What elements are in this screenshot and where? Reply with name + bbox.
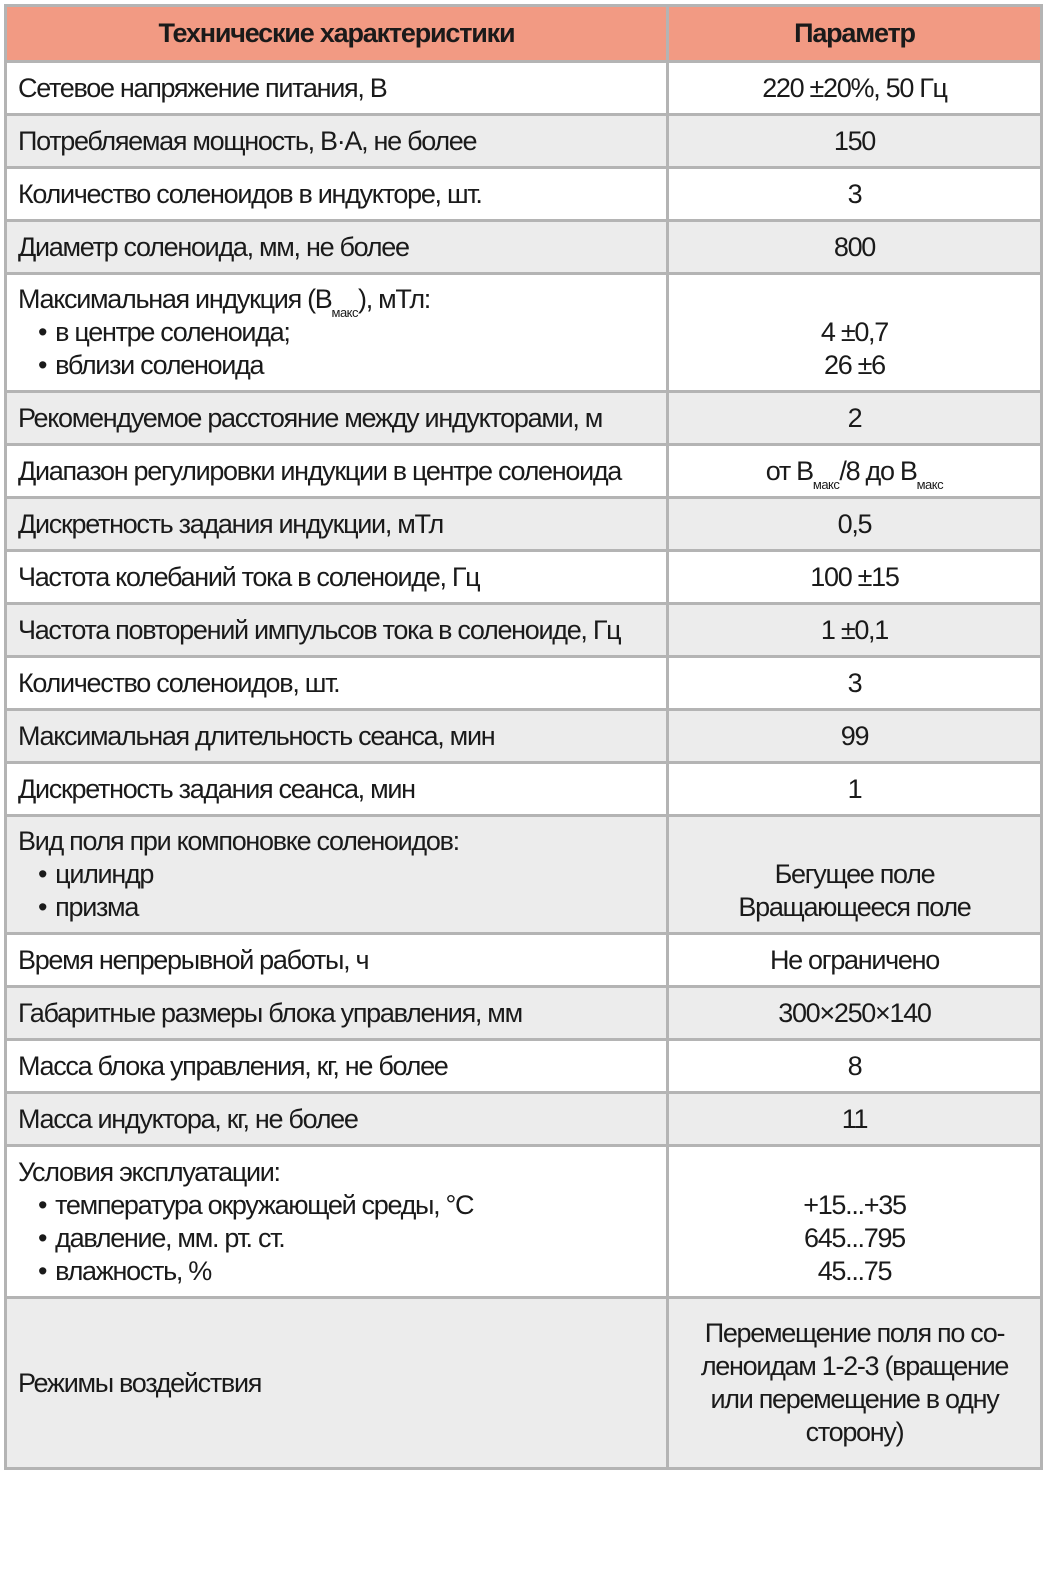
value-line: 45...75 bbox=[817, 1255, 892, 1286]
row-name: Максимальная длительность сеанса, мин bbox=[6, 710, 668, 763]
table-row bbox=[6, 710, 1042, 763]
row-name: Рекомендуемое расстояние между индукторами, м bbox=[6, 392, 668, 445]
row-name-heading bbox=[18, 283, 666, 320]
table-header-row bbox=[6, 6, 1042, 62]
bullet-item: • призма bbox=[18, 891, 666, 924]
table-row bbox=[6, 657, 1042, 710]
row-value: 150 bbox=[667, 115, 1041, 168]
bullet-item: • вблизи соленоида bbox=[18, 349, 666, 382]
table-row bbox=[6, 604, 1042, 657]
row-value: 2 bbox=[667, 392, 1041, 445]
row-name: Количество соленоидов в индукторе, шт. bbox=[6, 168, 668, 221]
table-row bbox=[6, 115, 1042, 168]
row-name bbox=[6, 1146, 668, 1298]
row-name: Количество соленоидов, шт. bbox=[6, 657, 668, 710]
spacer bbox=[675, 825, 1034, 858]
table-row bbox=[6, 274, 1042, 392]
bullet-item: • температура окружающей среды, °С bbox=[18, 1189, 666, 1222]
row-name: Частота колебаний тока в соленоиде, Гц bbox=[6, 551, 668, 604]
row-value: 0,5 bbox=[667, 498, 1041, 551]
table-row bbox=[6, 392, 1042, 445]
value-line: 645...795 bbox=[804, 1222, 905, 1253]
value-line: +15...+35 bbox=[803, 1189, 906, 1220]
row-name: Дискретность задания индукции, мТл bbox=[6, 498, 668, 551]
table-row bbox=[6, 62, 1042, 115]
row-name: Диапазон регулировки индукции в центре соленоида bbox=[6, 445, 668, 498]
row-value: 800 bbox=[667, 221, 1041, 274]
row-name: Частота повторений импульсов тока в соленоиде, Гц bbox=[6, 604, 668, 657]
row-value bbox=[667, 445, 1041, 498]
table-row bbox=[6, 934, 1042, 987]
row-name: Габаритные размеры блока управления, мм bbox=[6, 987, 668, 1040]
row-name-heading: Вид поля при компоновке соленоидов: bbox=[18, 826, 459, 856]
row-value: 1 bbox=[667, 763, 1041, 816]
table-row bbox=[6, 551, 1042, 604]
text-fragment: /8 до B bbox=[839, 455, 917, 486]
row-name: Дискретность задания сеанса, мин bbox=[6, 763, 668, 816]
row-value: 11 bbox=[667, 1093, 1041, 1146]
bullet-item: • в центре соленоида; bbox=[18, 316, 666, 349]
value-line: леноидам 1-2-3 (вращение bbox=[700, 1351, 1009, 1381]
bullet-item: • цилиндр bbox=[18, 858, 666, 891]
value-line: 4 ±0,7 bbox=[820, 317, 888, 347]
table-row bbox=[6, 987, 1042, 1040]
specifications-table bbox=[4, 4, 1043, 1470]
spacer bbox=[675, 283, 1034, 316]
row-value: 8 bbox=[667, 1040, 1041, 1093]
subscript: макс bbox=[331, 305, 359, 320]
header-characteristics: Технические характеристики bbox=[6, 6, 668, 62]
row-value: 100 ±15 bbox=[667, 551, 1041, 604]
row-value: 300×250×140 bbox=[667, 987, 1041, 1040]
table-row bbox=[6, 1093, 1042, 1146]
text-fragment: Максимальная индукция (B bbox=[18, 284, 332, 314]
value-line: 26 ±6 bbox=[824, 350, 885, 380]
spacer bbox=[675, 1156, 1034, 1189]
row-name: Диаметр соленоида, мм, не более bbox=[6, 221, 668, 274]
row-name: Сетевое напряжение питания, В bbox=[6, 62, 668, 115]
row-value: Не ограничено bbox=[667, 934, 1041, 987]
table-row bbox=[6, 1298, 1042, 1469]
row-value: 99 bbox=[667, 710, 1041, 763]
row-value: 1 ±0,1 bbox=[667, 604, 1041, 657]
subscript: макс bbox=[812, 476, 840, 492]
row-name: Время непрерывной работы, ч bbox=[6, 934, 668, 987]
row-value: 3 bbox=[667, 168, 1041, 221]
row-value: 3 bbox=[667, 657, 1041, 710]
text-fragment: ), мТл: bbox=[358, 284, 431, 314]
table-row bbox=[6, 168, 1042, 221]
table-row bbox=[6, 221, 1042, 274]
row-value bbox=[667, 1298, 1041, 1469]
row-name bbox=[6, 274, 668, 392]
table-row bbox=[6, 498, 1042, 551]
value-line: Вращающееся поле bbox=[738, 892, 971, 922]
table-row bbox=[6, 1040, 1042, 1093]
table-row bbox=[6, 1146, 1042, 1298]
bullet-item: • давление, мм. рт. ст. bbox=[18, 1222, 666, 1255]
table-row bbox=[6, 445, 1042, 498]
table-row bbox=[6, 816, 1042, 934]
value-line: сторону) bbox=[805, 1417, 904, 1447]
value-line: Бегущее поле bbox=[774, 859, 935, 889]
value-line: или перемещение в одну bbox=[710, 1384, 999, 1414]
value-line: Перемещение поля по со- bbox=[704, 1318, 1005, 1348]
row-name: Режимы воздействия bbox=[6, 1298, 668, 1469]
row-name: Масса блока управления, кг, не более bbox=[6, 1040, 668, 1093]
subscript: макс bbox=[916, 476, 944, 492]
row-value bbox=[667, 274, 1041, 392]
header-parameter: Параметр bbox=[667, 6, 1041, 62]
text-fragment: от B bbox=[765, 455, 813, 486]
row-value: 220 ±20%, 50 Гц bbox=[667, 62, 1041, 115]
table-row bbox=[6, 763, 1042, 816]
row-name-heading: Условия эксплуатации: bbox=[18, 1156, 280, 1187]
row-name bbox=[6, 816, 668, 934]
row-name: Масса индуктора, кг, не более bbox=[6, 1093, 668, 1146]
bullet-item: • влажность, % bbox=[18, 1255, 666, 1288]
row-value bbox=[667, 1146, 1041, 1298]
row-value bbox=[667, 816, 1041, 934]
row-name: Потребляемая мощность, В·А, не более bbox=[6, 115, 668, 168]
